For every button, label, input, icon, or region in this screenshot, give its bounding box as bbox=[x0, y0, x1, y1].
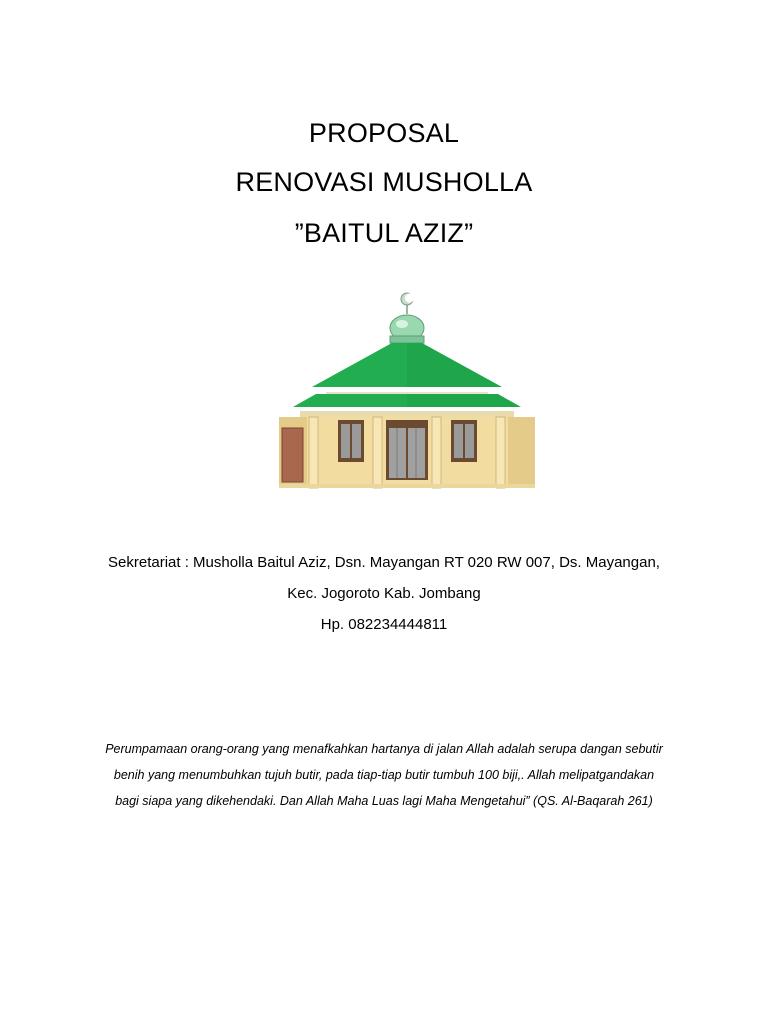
lower-roof bbox=[293, 394, 521, 417]
secretariat-district: Kec. Jogoroto Kab. Jombang bbox=[287, 585, 481, 602]
phone-number: Hp. 082234444811 bbox=[320, 616, 448, 633]
mosque-illustration bbox=[276, 290, 538, 490]
building-base bbox=[279, 484, 535, 488]
upper-roof bbox=[312, 343, 502, 397]
dome bbox=[390, 315, 424, 343]
mosque-name: ”BAITUL AZIZ” bbox=[294, 218, 474, 248]
crescent-finial bbox=[401, 293, 414, 314]
quote-line: bagi siapa yang dikehendaki. Dan Allah Maha Luas lagi Maha Mengetahui” (QS. Al-Baqarah 261) bbox=[115, 794, 653, 808]
proposal-title: PROPOSAL bbox=[308, 118, 460, 148]
side-door bbox=[282, 428, 303, 482]
quote-line: Perumpamaan orang-orang yang menafkahkan hartanya di jalan Allah adalah serupa dangan sebutir bbox=[105, 742, 663, 756]
secretariat-address: Sekretariat : Musholla Baitul Aziz, Dsn. Mayangan RT 020 RW 007, Ds. Mayangan, bbox=[108, 554, 660, 571]
proposal-subtitle: RENOVASI MUSHOLLA bbox=[235, 167, 533, 197]
main-door bbox=[386, 420, 428, 480]
right-window bbox=[451, 420, 477, 462]
left-window bbox=[338, 420, 364, 462]
quote-line: benih yang menumbuhkan tujuh butir, pada tiap-tiap butir tumbuh 100 biji,. Allah melipatgandakan bbox=[113, 768, 655, 782]
